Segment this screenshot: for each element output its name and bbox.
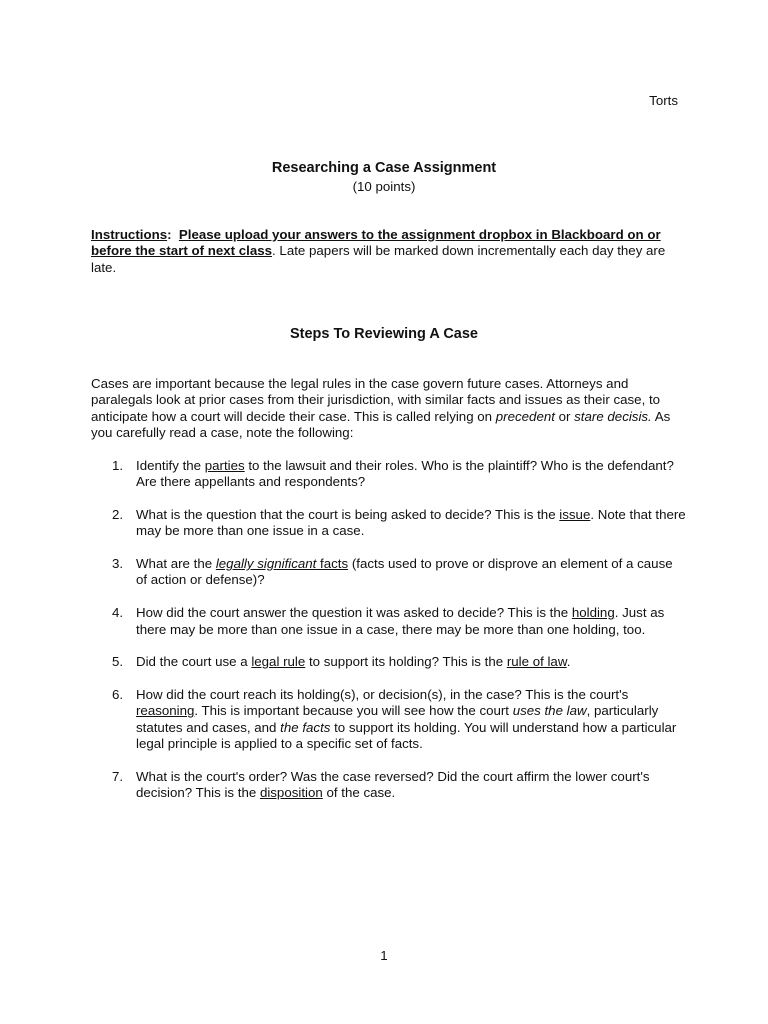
term-stare-decisis: stare decisis. [574, 408, 652, 424]
step-number: 2. [112, 507, 124, 523]
term-holding: holding [571, 605, 615, 621]
term-the-facts: the facts [280, 719, 331, 735]
step-text: What are the [136, 556, 216, 572]
step-text: . Note that there may be more than one issue in a case. [136, 507, 686, 539]
step-item-4 [91, 605, 686, 638]
step-text: What is the court's order? Was the case reversed? Did the court affirm the lower court's decision? This is the [136, 768, 650, 801]
intro-paragraph [91, 376, 681, 441]
term-rule-of-law: rule of law [506, 654, 567, 670]
step-number: 4. [112, 605, 124, 621]
step-item-1 [91, 458, 686, 491]
term-reasoning: reasoning [136, 703, 195, 719]
step-number: 1. [112, 458, 124, 473]
step-number: 6. [112, 687, 124, 703]
term-disposition: disposition [259, 785, 323, 801]
step-text: . [566, 654, 571, 670]
step-number: 3. [112, 556, 124, 572]
step-text: . Just as there may be more than one issue in a case, there may be more than one holding, too. [136, 605, 665, 637]
points-label: (10 points) [352, 179, 416, 194]
step-text: of the case. [322, 785, 396, 801]
instructions-rest: . Late papers will be marked down incrementally each day they are late. [91, 243, 666, 275]
step-item-5 [91, 654, 686, 670]
term-legally-significant: legally significant [215, 556, 317, 572]
step-text: How did the court reach its holding(s), or decision(s), in the case? This is the court's [136, 687, 629, 703]
step-text: Did the court use a [136, 654, 252, 670]
step-text: to support its holding. You will understand how a particular legal principle is applied to a specific set of facts. [136, 719, 677, 752]
instructions-colon: : [167, 227, 172, 242]
step-text: , particularly statutes and cases, and [136, 703, 659, 735]
term-precedent: precedent [495, 408, 555, 424]
intro-text-2: As you carefully read a case, note the following: [91, 408, 671, 440]
step-text: to the lawsuit and their roles. Who is the plaintiff? Who is the defendant? Are there appellants and respondents? [136, 458, 674, 490]
instructions-emphasis: Please upload your answers to the assignment dropbox in Blackboard on or before the start of next class [91, 227, 661, 259]
intro-or: or [554, 408, 575, 424]
step-text: . This is important because you will see how the court [194, 703, 513, 719]
term-legal-rule: legal rule [251, 654, 306, 670]
instructions-paragraph [91, 227, 691, 276]
step-text: to support its holding? This is the [305, 654, 507, 670]
step-item-7 [91, 769, 686, 802]
term-parties: parties [204, 458, 245, 473]
document-title: Researching a Case Assignment [271, 160, 497, 176]
steps-list [91, 458, 691, 818]
step-text: (facts used to prove or disprove an element of a cause of action or defense)? [136, 556, 673, 588]
section-title: Steps To Reviewing A Case [289, 326, 478, 342]
step-number: 5. [112, 654, 124, 670]
intro-text-1: Cases are important because the legal rules in the case govern future cases. Attorneys and paralegals look at prior cases from their jurisdiction, with similar facts and issues as their case, to anticipate how a court will decide their case. This is called relying on [91, 376, 661, 424]
page-number: 1 [380, 948, 388, 963]
course-subject: Torts [649, 93, 678, 108]
instructions-label: Instructions [91, 227, 168, 242]
step-number: 7. [112, 768, 124, 784]
term-issue: issue [559, 507, 591, 523]
step-text: Identify the [136, 458, 205, 473]
step-item-2 [91, 507, 686, 540]
step-text: What is the question that the court is being asked to decide? This is the [136, 507, 560, 523]
term-facts: facts [316, 556, 349, 572]
step-item-3 [91, 556, 686, 589]
step-text: How did the court answer the question it was asked to decide? This is the [136, 605, 572, 621]
term-uses-the-law: uses the law [512, 703, 587, 719]
step-item-6 [91, 687, 686, 752]
